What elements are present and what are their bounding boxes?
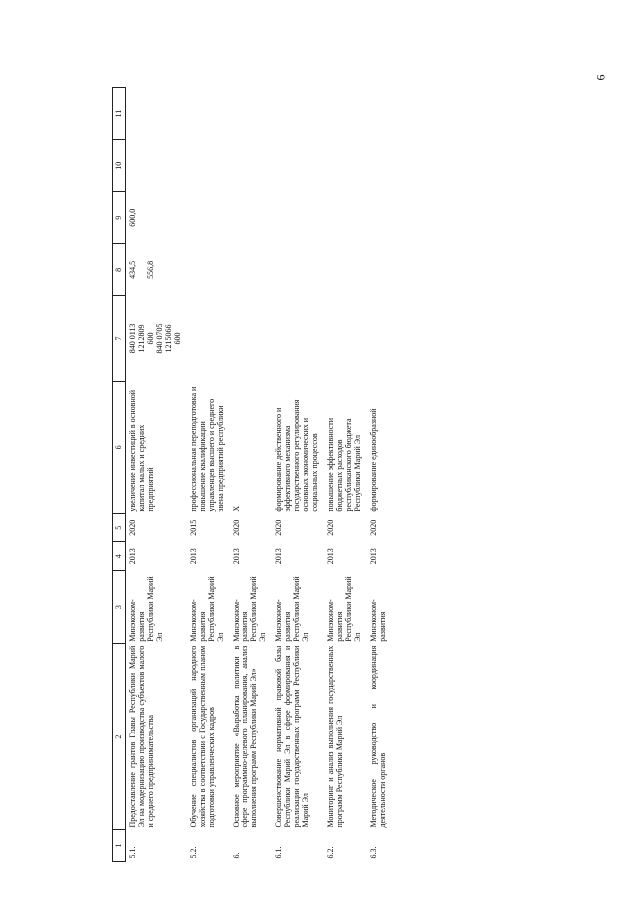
end-year: 2020 [231,519,241,536]
program-table [112,87,392,862]
budget-code-line: 600 [145,332,155,345]
start-year: 2013 [274,548,284,565]
budget-code [126,296,187,381]
budget-code-line: 840 0705 [154,323,164,354]
value-col-9 [324,192,367,244]
expected-result: формирование единообразной [368,408,378,512]
budget-code [367,296,392,381]
start-year: 2013 [231,548,241,565]
value-col-9 [126,192,187,244]
executor: Минэконом-развития Республики Марий Эл [231,576,268,642]
column-header-1: 1 [113,830,126,862]
row-number: 5.2. [188,846,198,859]
value-col-8 [324,244,367,296]
value-col-10 [230,140,273,192]
column-header-8: 8 [113,244,126,296]
row-number: 6.2. [326,846,336,859]
value-col-8 [230,244,273,296]
start-year: 2013 [188,548,198,565]
end-year: 2020 [326,519,336,536]
budget-code-line: 600 [172,332,182,345]
value-col-11 [367,88,392,140]
measure-name: Методическое руководство и координация деятельности органов [368,645,387,828]
start-year: 2013 [368,548,378,565]
value-col-9 [367,192,392,244]
table-row [187,88,230,862]
value-col-10 [367,140,392,192]
column-header-7: 7 [113,296,126,381]
expected-result: X [231,505,241,512]
table-header-row [113,88,126,862]
table-row [272,88,324,862]
measure-name: Предоставление грантов Главы Республики Марий Эл на модернизацию производства субъектов малого и среднего предпринимательства [128,645,155,828]
value-col-11 [230,88,273,140]
end-year: 2015 [188,519,198,536]
expected-result: профессиональная переподготовка и повышение квалификации управленцев высшего и среднего звена предприятий республики [188,386,225,512]
row-number: 6.3. [368,846,378,859]
value-col-8 [272,244,324,296]
start-year: 2013 [326,548,336,565]
value-col-8-line: 556,8 [145,260,155,279]
value-col-11 [187,88,230,140]
table-row [367,88,392,862]
row-number: 6. [231,852,241,859]
value-col-8 [126,244,187,296]
value-col-10 [272,140,324,192]
value-col-9-line: 600,0 [128,208,137,227]
measure-name: Обучение специалистов организаций народного хозяйства в соответствии с Государственным планом подготовки управленческих кадров [188,645,216,828]
value-col-9 [230,192,273,244]
value-col-8 [367,244,392,296]
executor: Минэконом-развития Республики Марий Эл [188,576,225,642]
page-number: 6 [593,74,608,81]
column-header-5: 5 [113,514,126,542]
column-header-6: 6 [113,381,126,514]
budget-code-line: 1215066 [163,324,173,353]
measure-name: Мониторинг и анализ выполнения государственных программ Республики Марий Эл [326,645,345,828]
budget-code [272,296,324,381]
value-col-11 [126,88,187,140]
end-year: 2020 [368,519,378,536]
rotated-table-container [112,80,632,870]
expected-result: формирование действенного и эффективного механизма государственного регулирования основных экономических и социальных процессов [274,399,320,512]
budget-code-line: 1212809 [136,324,146,353]
value-col-10 [187,140,230,192]
column-header-11: 11 [113,88,126,140]
column-header-4: 4 [113,542,126,570]
row-number: 6.1. [274,846,284,859]
expected-result: увеличение инвестиций в основной капитал малых и средних предприятий [128,389,155,512]
expected-result: повышение эффективности бюджетных расходов республиканского бюджета Республики Марий Эл [326,417,362,512]
column-header-9: 9 [113,192,126,244]
end-year: 2020 [274,519,284,536]
measure-name: Совершенствование нормативной правовой базы Республики Марий Эл в сфере формирования и реализации государственных программ Республики Марий Эл [274,645,311,828]
budget-code [187,296,230,381]
executor: Минэконом-развития Республики Марий Эл [274,576,311,642]
executor: Минэконом-развития [368,599,387,642]
budget-code [324,296,367,381]
value-col-9 [272,192,324,244]
start-year: 2013 [128,548,137,565]
budget-code-line: 840 0113 [128,323,137,354]
end-year: 2020 [128,519,137,536]
table-row [126,88,187,862]
column-header-3: 3 [113,570,126,643]
value-col-8-line: 434,5 [128,260,137,279]
value-col-9 [187,192,230,244]
value-col-8 [187,244,230,296]
executor: Минэконом-развития Республики Марий Эл [128,576,164,642]
table-row [324,88,367,862]
column-header-10: 10 [113,140,126,192]
value-col-11 [324,88,367,140]
column-header-2: 2 [113,644,126,830]
measure-name: Основное мероприятие «Выработка политики в сфере программно-целевого планирования, анализ выполнения программ Республики Марий Эл» [231,645,259,828]
value-col-10 [126,140,187,192]
budget-code [230,296,273,381]
value-col-10 [324,140,367,192]
executor: Минэконом-развития Республики Марий Эл [326,576,362,642]
row-number: 5.1. [128,846,137,859]
table-row [230,88,273,862]
value-col-11 [272,88,324,140]
